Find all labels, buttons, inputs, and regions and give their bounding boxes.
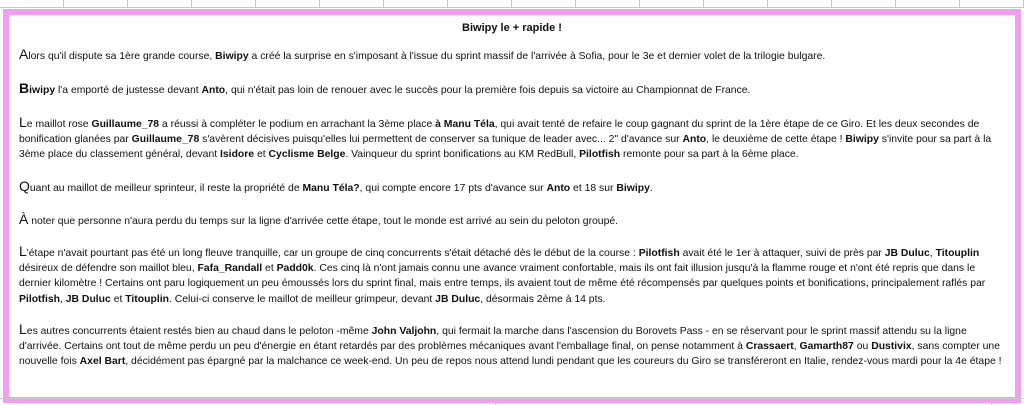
bold-text: Guillaume_78 [91,119,160,130]
text-run: , qui fermait la marche dans l'ascension du Borovets Pass - en se réservant pour le sprint massif attendu su la ligne d'arrivée. Certains ont tout de même perdu un peu d'énergie en étant retardés par des problèmes mécaniques avant l'emballage final, on pense notamment à [19,326,967,353]
initial-letter: À [19,211,29,227]
bold-text: Biwipy [616,183,650,194]
text-run: noter que personne n'aura perdu du temps sur la ligne d'arrivée cette étape, tout le monde est arrivé au sein du peloton groupé. [28,216,619,227]
bold-text: JB Duluc [884,248,930,259]
text-run: . Vainqueur du sprint bonifications au KM RedBull, [345,149,580,161]
bold-text: Pilotfish [579,149,621,161]
text-run: e maillot rose [26,119,92,130]
text-run: uant au maillot de meilleur sprinteur, il reste la propriété de [29,183,303,194]
text-run: , le deuxième de cette étape ! [706,134,846,146]
bold-text: Gamarth87 [799,341,854,353]
text-run: es autres concurrents étaient restés bien au chaud dans le peloton -même [26,326,372,337]
text-run: , qui compte encore 17 pts d'avance sur [359,183,547,194]
text-run: désireux de défendre son maillot bleu, [19,263,198,275]
bold-text: Anto [682,134,707,146]
bold-text: Anto [201,85,226,96]
bold-text: à Manu Téla [435,119,495,130]
initial-letter: B [19,80,30,96]
bold-text: Padd0k [276,263,314,275]
bold-text: Fafa_Randall [197,263,263,275]
initial-letter: Q [19,178,30,194]
bold-text: Axel Bart [79,356,126,368]
text-run: et [254,149,269,161]
bold-text: Manu Téla? [302,183,360,194]
paragraph-2 [19,81,1005,98]
article-frame [3,9,1021,403]
bold-text: JB Duluc [65,293,111,305]
text-run: a créé la surprise en s'imposant à l'issue du sprint massif de l'arrivée à Sofia, pour le 3e et dernier volet de la trilogie bulgare. [248,51,826,62]
spreadsheet-grid-top [0,0,1024,8]
bold-text: Pilotfish [638,248,680,259]
text-run: . Celui-ci conserve le maillot de meilleur grimpeur, devant [168,293,436,305]
bold-text: JB Duluc [435,293,481,305]
initial-letter: L [19,114,27,130]
bold-text: Isidore [220,149,255,161]
paragraph-4 [19,179,1005,196]
text-run: 'étape n'avait pourtant pas été un long fleuve tranquille, car un groupe de cinq concurrents s'était détaché dès le début de la course : [26,248,639,259]
bold-text: Titouplin [935,248,980,259]
text-run: , désormais 2ème à 14 pts. [480,293,606,305]
bold-text: Guillaume_78 [131,134,200,146]
text-run: a réussi à compléter le podium en arrachant la 3ème place [159,119,436,130]
paragraph-7 [19,322,1005,370]
text-run: , décidément pas épargné par la malchance ce week-end. Un peu de repos nous attend lundi pendant que les coureurs du Giro se transféreront en Italie, rendez-vous mardi pour la 4e étape ! [125,356,1002,368]
spreadsheet-grid-bottom [0,398,1024,405]
text-run: et [262,263,277,275]
bold-text: Anto [546,183,571,194]
text-run: ou [853,341,872,353]
text-run: remonte pour sa part à la 6ème place. [620,149,799,161]
bold-text: Crassaert [745,341,794,353]
text-run: s'avèrent décisives puisqu'elles lui permettent de conserver sa tunique de leader avec... 2" d'avance sur [199,134,683,146]
initial-letter: L [19,321,27,337]
text-run: l'a emporté de justesse devant [55,85,202,96]
bold-text: Dustivix [871,341,912,353]
text-run: , sans compter une nouvelle fois [19,341,1000,368]
initial-letter: A [19,46,29,62]
initial-letter: L [19,243,27,259]
paragraph-1 [19,47,1005,64]
text-run: , qui n'était pas loin de renouer avec le succès pour la première fois depuis sa victoire au Championnat de France. [225,85,751,96]
text-run: lors qu'il dispute sa 1ère grande course, [28,51,216,62]
text-run: s'invite pour sa part à la 3ème place du classement général, devant [19,134,992,161]
text-run: , qui avait tenté de refaire le coup gagnant du sprint de la 1ère étape de ce Giro. Et les deux secondes de bonification glanées par [19,119,980,146]
text-run: et [110,293,126,305]
bold-text: John Valjohn [371,326,437,337]
bold-text: Pilotfish [19,293,60,305]
text-run: . Ces cinq là n'ont jamais connu une avance vraiment confortable, mais ils ont fait illusion jusqu'à la flamme rouge et n'ont été repris que dans le dernier kilomètre ! Certains ont paru logiquement un peu émoussés lors du sprint final, mais entre temps, ils avaient tout de même été récompensés par quelques points et bonifications, principalement raflés par [19,263,986,290]
text-run: . [649,183,653,194]
text-run: , [793,341,800,353]
bold-text: Titouplin [125,293,169,305]
paragraph-6 [19,244,1005,307]
article-title: Biwipy le + rapide ! [462,22,562,34]
bold-text: Biwipy [215,51,249,62]
bold-text: Cyclisme Belge [268,149,346,161]
bold-text: Biwipy [845,134,879,146]
text-run: , [929,248,936,259]
paragraph-5 [19,212,1005,229]
text-run: et 18 sur [570,183,617,194]
text-run: , [59,293,66,305]
text-run: avait été le 1er à attaquer, suivi de près par [679,248,885,259]
paragraph-3 [19,115,1005,163]
bold-text: iwipy [29,85,56,96]
